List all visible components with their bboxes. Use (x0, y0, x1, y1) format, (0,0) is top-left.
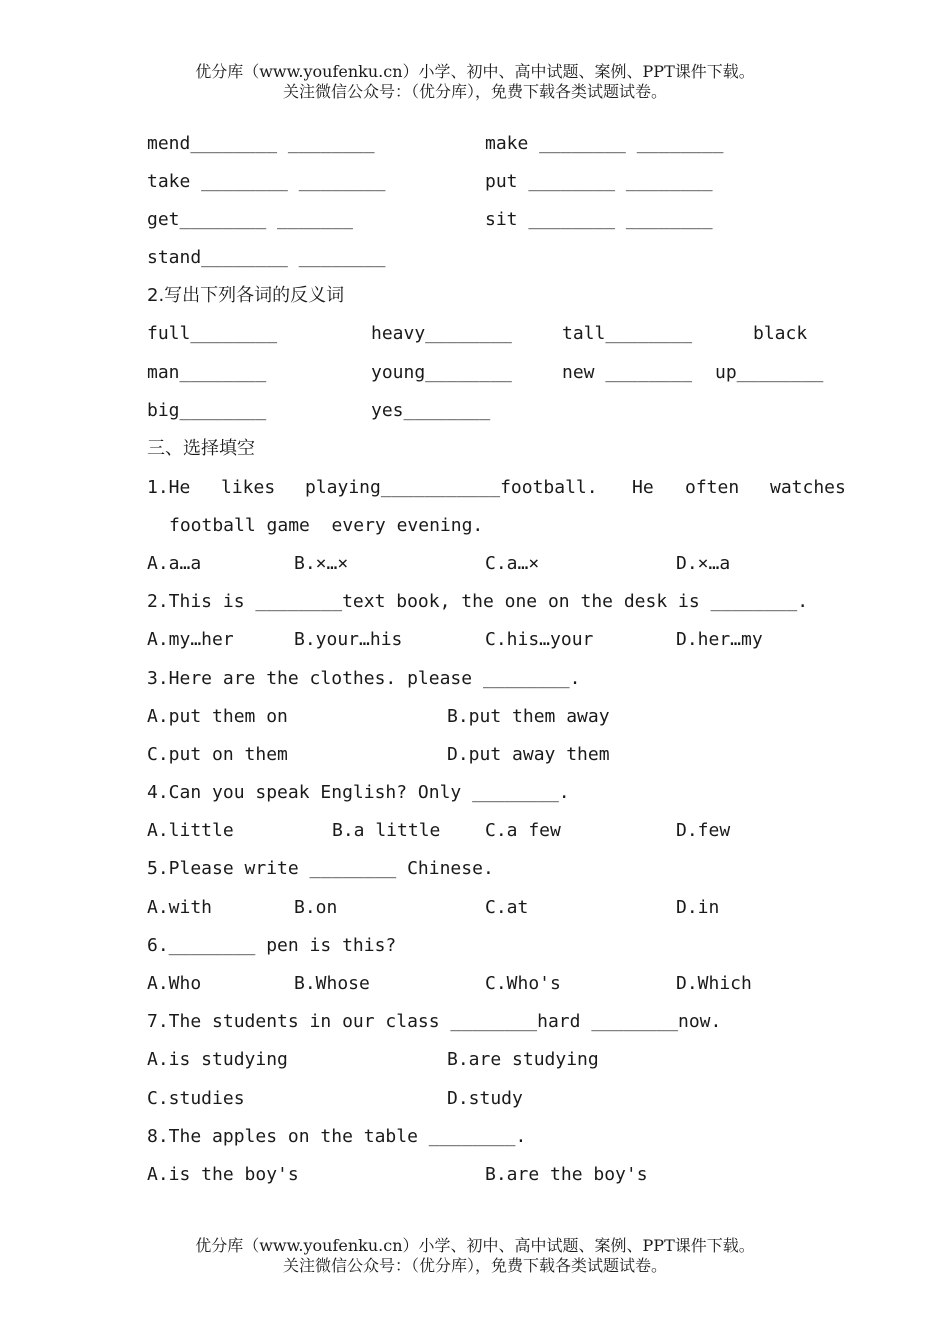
antonym-tall: tall________ (562, 323, 693, 344)
q5-option-b: B.on (294, 897, 338, 918)
verb-row-2-right: put ________ ________ (485, 171, 713, 192)
q1-word-1: 1.He (147, 477, 191, 498)
q8-option-b: B.are the boy's (485, 1164, 648, 1185)
q2-option-d: D.her…my (676, 629, 763, 650)
q6-option-c: C.Who's (485, 973, 561, 994)
verb-row-3-left: get________ _______ (147, 209, 353, 230)
verb-row-4-left: stand________ ________ (147, 247, 386, 268)
q1-line-2: football game every evening. (169, 515, 484, 536)
antonym-black: black (753, 323, 808, 344)
q7-option-d: D.study (447, 1088, 523, 1109)
antonym-heavy: heavy________ (371, 323, 512, 344)
q2-option-a: A.my…her (147, 629, 234, 650)
verb-row-2-left: take ________ ________ (147, 171, 386, 192)
q5-option-a: A.with (147, 897, 213, 918)
q6-option-b: B.Whose (294, 973, 370, 994)
header-line-1: 优分库（www.youfenku.cn）小学、初中、高中试题、案例、PPT课件下载。 (195, 62, 755, 81)
q4-stem: 4.Can you speak English? Only ________. (147, 782, 570, 803)
q3-option-c: C.put on them (147, 744, 288, 765)
q1-word-4: He (632, 477, 654, 498)
q4-option-d: D.few (676, 820, 731, 841)
verb-row-1-left: mend________ ________ (147, 133, 375, 154)
q4-option-b: B.a little (332, 820, 441, 841)
q3-stem: 3.Here are the clothes. please ________. (147, 668, 581, 689)
q1-word-3: playing___________football. (305, 477, 598, 498)
page-footer (0, 1236, 950, 1276)
section-2-title: 2.写出下列各词的反义词 (147, 285, 345, 306)
q2-option-b: B.your…his (294, 629, 403, 650)
antonym-yes: yes________ (371, 400, 491, 421)
q1-word-5: often (685, 477, 740, 498)
footer-line-1: 优分库（www.youfenku.cn）小学、初中、高中试题、案例、PPT课件下载。 (195, 1236, 755, 1255)
q7-option-a: A.is studying (147, 1049, 288, 1070)
q1-option-b: B.×…× (294, 553, 349, 574)
q1-option-a: A.a…a (147, 553, 202, 574)
antonym-man: man________ (147, 362, 267, 383)
q6-option-d: D.Which (676, 973, 752, 994)
q5-stem: 5.Please write ________ Chinese. (147, 858, 494, 879)
q7-stem: 7.The students in our class ________hard ________now. (147, 1011, 722, 1032)
verb-row-1-right: make ________ ________ (485, 133, 724, 154)
antonym-big: big________ (147, 400, 267, 421)
q3-option-b: B.put them away (447, 706, 610, 727)
q1-word-2: likes (221, 477, 276, 498)
q5-option-c: C.at (485, 897, 529, 918)
q1-option-d: D.×…a (676, 553, 731, 574)
verb-row-3-right: sit ________ ________ (485, 209, 713, 230)
q1-word-6: watches (770, 477, 846, 498)
section-3-title: 三、选择填空 (147, 438, 255, 459)
q7-option-c: C.studies (147, 1088, 245, 1109)
q5-option-d: D.in (676, 897, 720, 918)
antonym-up: up________ (715, 362, 824, 383)
footer-line-2: 关注微信公众号：（优分库），免费下载各类试题试卷。 (282, 1256, 667, 1275)
q2-option-c: C.his…your (485, 629, 594, 650)
q3-option-a: A.put them on (147, 706, 288, 727)
q8-option-a: A.is the boy's (147, 1164, 299, 1185)
q1-option-c: C.a…× (485, 553, 540, 574)
q2-stem: 2.This is ________text book, the one on the desk is ________. (147, 591, 809, 612)
q4-option-a: A.little (147, 820, 234, 841)
page-header (0, 62, 950, 102)
q7-option-b: B.are studying (447, 1049, 599, 1070)
antonym-new: new ________ (562, 362, 693, 383)
q6-stem: 6.________ pen is this? (147, 935, 397, 956)
antonym-young: young________ (371, 362, 512, 383)
q6-option-a: A.Who (147, 973, 202, 994)
q8-stem: 8.The apples on the table ________. (147, 1126, 527, 1147)
q4-option-c: C.a few (485, 820, 561, 841)
antonym-full: full________ (147, 323, 278, 344)
q3-option-d: D.put away them (447, 744, 610, 765)
header-line-2: 关注微信公众号：（优分库），免费下载各类试题试卷。 (282, 82, 667, 101)
